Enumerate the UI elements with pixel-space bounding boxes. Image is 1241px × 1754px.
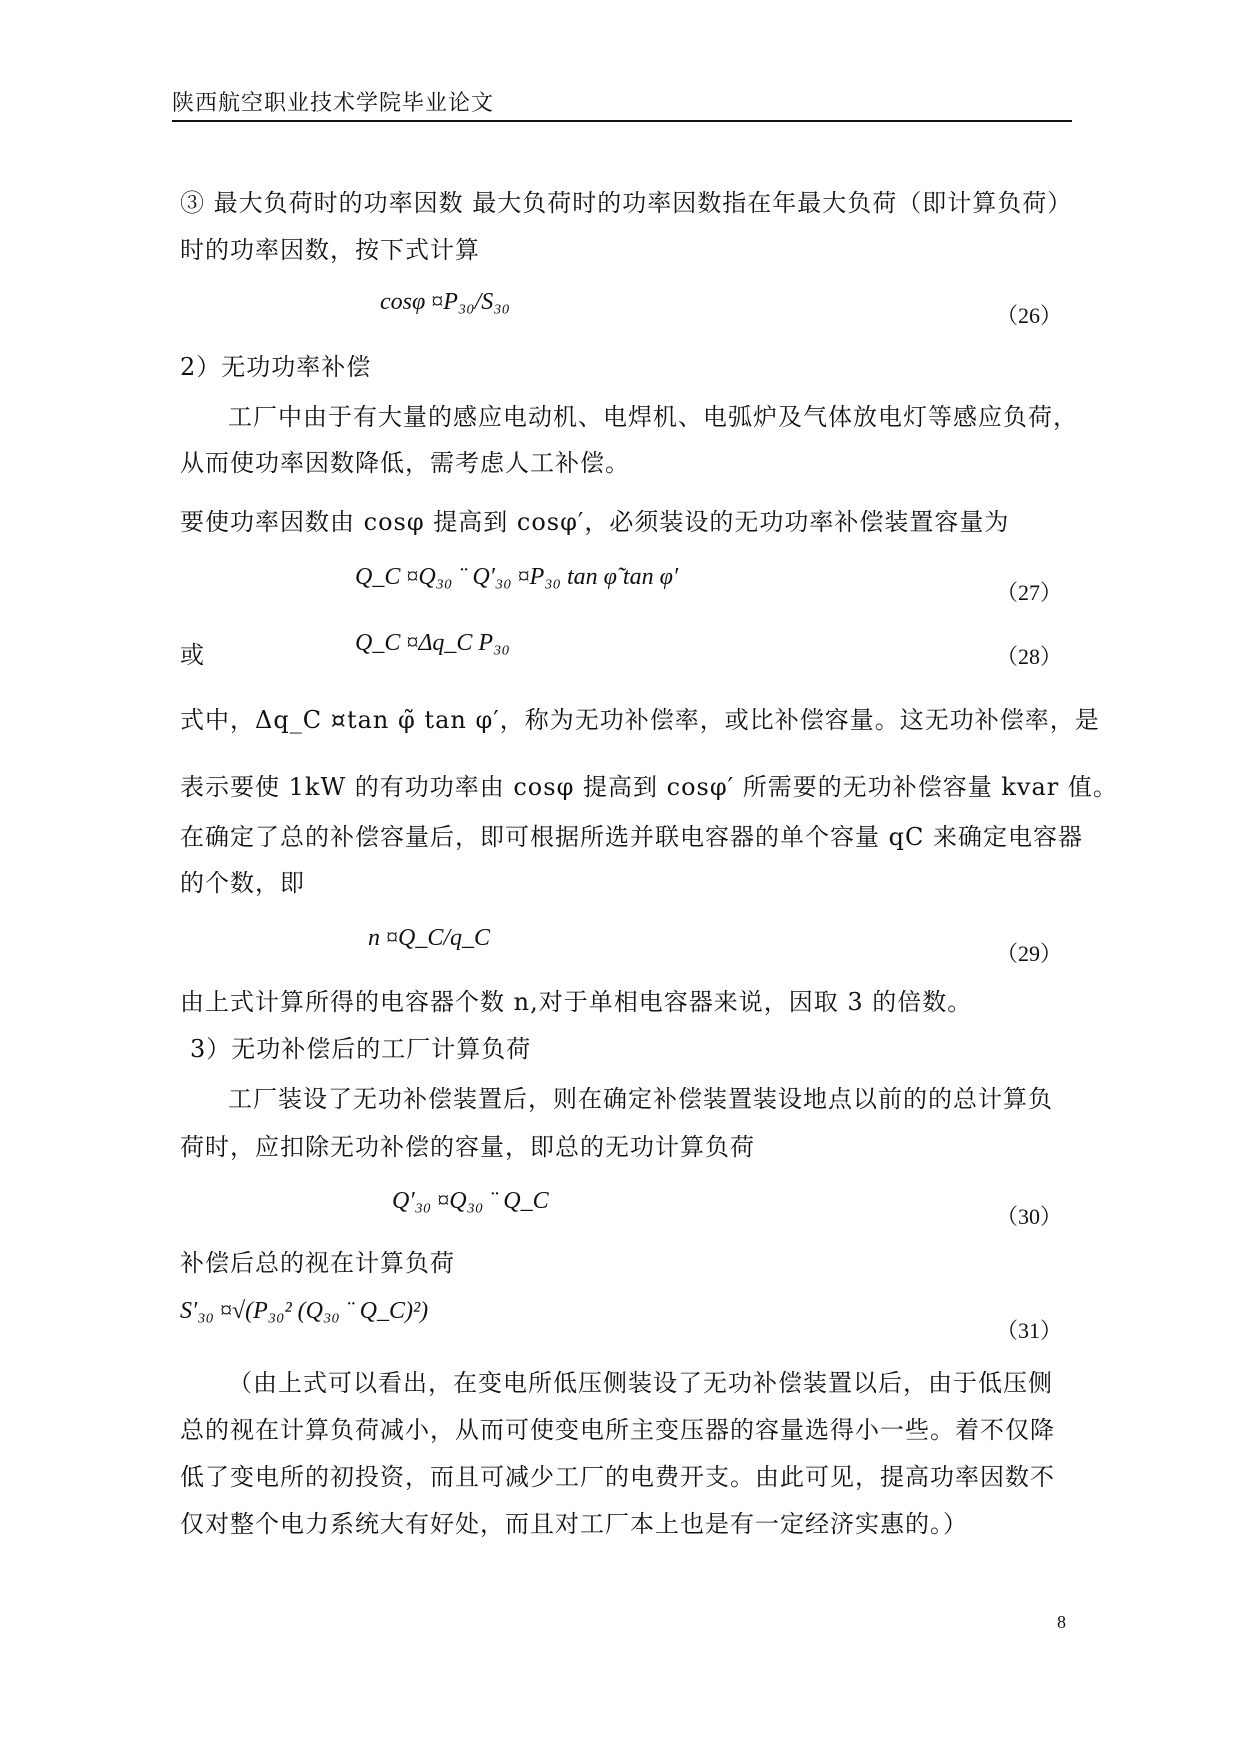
- paragraph-line: 表示要使 1kW 的有功功率由 cosφ 提高到 cosφ′ 所需要的无功补偿容量 kvar 值。: [180, 773, 1118, 801]
- paragraph-line: 工厂装设了无功补偿装置后，则在确定补偿装置装设地点以前的的总计算负: [228, 1085, 1053, 1113]
- formula-27: Q_C ¤Q₃₀ ¨ Q′₃₀ ¤P₃₀ tan φ̃ tan φ′: [355, 564, 679, 590]
- paragraph-line: 或: [180, 641, 205, 669]
- paragraph-line: 式中，Δq_C ¤tan φ̃ tan φ′，称为无功补偿率，或比补偿容量。这无功补偿率，是: [180, 706, 1100, 734]
- paragraph-line: 仅对整个电力系统大有好处，而且对工厂本上也是有一定经济实惠的。）: [180, 1510, 968, 1538]
- paragraph-line: 补偿后总的视在计算负荷: [180, 1249, 455, 1277]
- section-heading: 2）无功功率补偿: [180, 353, 372, 381]
- header-rule: [172, 120, 1072, 122]
- paragraph-line: 在确定了总的补偿容量后，即可根据所选并联电容器的单个容量 qC 来确定电容器: [180, 823, 1083, 851]
- paragraph-line: 总的视在计算负荷减小，从而可使变电所主变压器的容量选得小一些。着不仅降: [180, 1416, 1055, 1444]
- formula-26: cosφ ¤P₃₀/S₃₀: [380, 289, 510, 315]
- formula-29: n ¤Q_C/q_C: [368, 925, 491, 951]
- equation-number: （29）: [996, 941, 1063, 966]
- equation-number: （27）: [996, 580, 1063, 605]
- paragraph-line: 低了变电所的初投资，而且可减少工厂的电费开支。由此可见，提高功率因数不: [180, 1463, 1055, 1491]
- paragraph-line: （由上式可以看出，在变电所低压侧装设了无功补偿装置以后，由于低压侧: [228, 1369, 1053, 1397]
- paragraph-line: 荷时，应扣除无功补偿的容量，即总的无功计算负荷: [180, 1133, 755, 1161]
- formula-28: Q_C ¤Δq_C P₃₀: [355, 630, 510, 656]
- formula-31: S′₃₀ ¤√(P₃₀² (Q₃₀ ¨ Q_C)²): [180, 1298, 429, 1324]
- paragraph-line: 从而使功率因数降低，需考虑人工补偿。: [180, 449, 630, 477]
- page-header: 陕西航空职业技术学院毕业论文: [172, 91, 495, 116]
- paragraph-line: 要使功率因数由 cosφ 提高到 cosφ′，必须装设的无功功率补偿装置容量为: [180, 508, 1010, 536]
- formula-30: Q′₃₀ ¤Q₃₀ ¨ Q_C: [392, 1188, 549, 1214]
- equation-number: （28）: [996, 644, 1063, 669]
- paragraph-line: 时的功率因数，按下式计算: [180, 236, 480, 264]
- page-number: 8: [1057, 1612, 1066, 1632]
- paragraph-line: ③ 最大负荷时的功率因数 最大负荷时的功率因数指在年最大负荷（即计算负荷）: [180, 189, 1073, 217]
- equation-number: （31）: [996, 1318, 1063, 1343]
- equation-number: （26）: [996, 303, 1063, 328]
- paragraph-line: 的个数，即: [180, 869, 305, 897]
- paragraph-line: 由上式计算所得的电容器个数 n,对于单相电容器来说，因取 3 的倍数。: [180, 988, 973, 1016]
- equation-number: （30）: [996, 1204, 1063, 1229]
- section-heading: 3）无功补偿后的工厂计算负荷: [190, 1035, 532, 1063]
- paragraph-line: 工厂中由于有大量的感应电动机、电焊机、电弧炉及气体放电灯等感应负荷，: [228, 403, 1078, 431]
